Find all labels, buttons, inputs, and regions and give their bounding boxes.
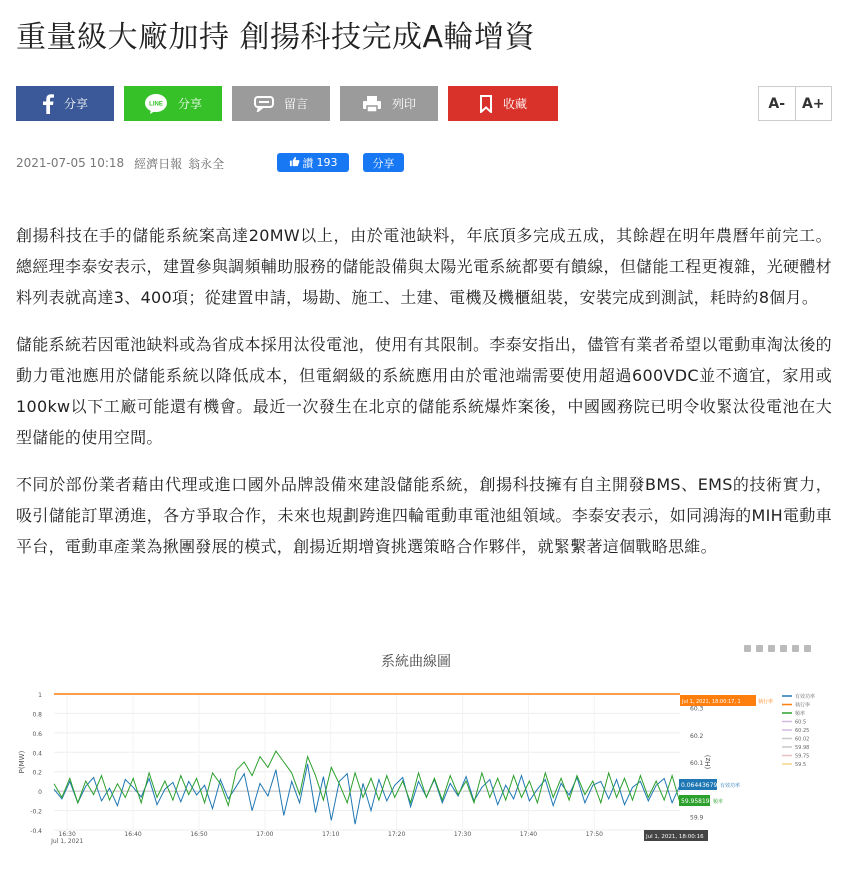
article-paragraph: 創揚科技在手的儲能系統案高達20MW以上，由於電池缺料，年底頂多完成五成，其餘趕在明年農曆年前完工。總經理李泰安表示，建置參與調頻輔助服務的儲能設備與太陽光電系統都要有饋線，但儲能工程更複雜，光硬體材料列表就高達3、400項；從建置申請，場勘、施工、土建、電機及機櫃組裝，安裝完成到測試，耗時約8個月。 — [16, 226, 832, 307]
camera-icon — [744, 645, 751, 652]
zoom-out-icon — [792, 645, 799, 652]
home-icon — [804, 645, 811, 652]
print-button[interactable] — [340, 86, 438, 121]
legend-entry: 59.75 — [795, 753, 810, 760]
x-tick-label: 17:30 — [453, 831, 472, 838]
legend-entry: 有效功率 — [795, 694, 816, 700]
legend-entry: 60.5 — [795, 719, 807, 726]
system-curve-chart — [16, 636, 832, 856]
x-tick-label: 17:20 — [388, 831, 406, 838]
hover-rate-value: Jul 1, 2021, 18:00:17, 1 — [682, 699, 741, 705]
facebook-icon — [42, 94, 54, 114]
y2-tick-label: 60.3 — [690, 705, 704, 713]
font-decrease-button[interactable]: A- — [768, 95, 786, 112]
hover-power-name: 有效功率 — [720, 783, 741, 789]
legend-entry: 60.02 — [795, 736, 810, 743]
facebook-share-small-button[interactable]: 分享 — [363, 153, 404, 172]
x-tick-label: 16:40 — [124, 831, 142, 838]
font-size-control — [758, 86, 832, 121]
favorite-label: 收藏 — [502, 97, 527, 111]
line-share-label: 分享 — [177, 97, 202, 111]
x-tick-label: 17:50 — [585, 831, 603, 838]
like-label: 讚 — [302, 156, 314, 170]
hover-rate-name: 執行率 — [758, 699, 774, 705]
line-icon — [144, 93, 168, 115]
facebook-share-button[interactable] — [16, 86, 114, 121]
publish-date: 2021-07-05 10:18 — [16, 156, 125, 170]
comment-label: 留言 — [283, 97, 308, 111]
y2-axis-label: (Hz) — [704, 754, 712, 770]
line-share-button[interactable] — [124, 86, 222, 121]
y2-tick-label: 60.2 — [690, 732, 704, 740]
bookmark-icon — [479, 95, 493, 113]
svg-text:LINE: LINE — [149, 101, 163, 107]
legend-entry: 59.98 — [795, 745, 810, 751]
article-paragraph: 儲能系統若因電池缺料或為省成本採用汰役電池，使用有其限制。李泰安指出，儘管有業者希望以電動車淘汰後的動力電池應用於儲能系統以降低成本，但電網級的系統應用由於電池端需要使用超過600VDC並不適宜，家用或100kw以下工廠可能還有機會。最近一次發生在北京的儲能系統爆炸案後，中國國務院已明令收緊汰役電池在大型儲能的使用空間。 — [16, 335, 832, 447]
hover-time-value: Jul 1, 2021, 18:00:16 — [646, 834, 704, 840]
y2-tick-label: 59.9 — [690, 814, 704, 822]
y-tick-label: 0 — [38, 789, 42, 797]
article-body — [16, 220, 832, 578]
y-tick-label: 0.2 — [32, 769, 42, 777]
favorite-button[interactable] — [448, 86, 558, 121]
chart-svg — [16, 636, 832, 856]
like-count: 193 — [316, 156, 338, 169]
zoom-icon — [756, 645, 763, 652]
y-tick-label: 0.6 — [32, 730, 42, 738]
y-tick-label: -0.4 — [30, 828, 42, 835]
series-line — [54, 764, 680, 824]
author-name: 翁永全 — [188, 156, 225, 171]
article-title: 重量級大廠加持 創揚科技完成A輪增資 — [16, 20, 536, 55]
x-tick-label: 17:40 — [519, 831, 538, 838]
print-label: 列印 — [391, 97, 416, 111]
facebook-share-label: 分享 — [63, 97, 88, 111]
font-increase-button[interactable]: A+ — [795, 87, 832, 120]
printer-icon — [362, 95, 382, 113]
comment-button[interactable] — [232, 86, 330, 121]
y-tick-label: -0.2 — [30, 808, 42, 816]
x-subtitle: Jul 1, 2021 — [51, 838, 84, 845]
hover-freq-name: 頻率 — [713, 799, 724, 805]
pan-icon — [768, 645, 775, 652]
y2-tick-label: 60.1 — [690, 760, 704, 767]
legend-entry: 60.25 — [795, 728, 810, 734]
x-tick-label: 17:10 — [322, 831, 340, 838]
hover-freq-value: 59.95819 — [681, 798, 710, 805]
chart-title: 系統曲線圖 — [381, 654, 451, 670]
legend-entry: 執行率 — [795, 702, 811, 709]
article-paragraph: 不同於部份業者藉由代理或進口國外品牌設備來建設儲能系統，創揚科技擁有自主開發BMS、EMS的技術實力，吸引儲能訂單湧進，各方爭取合作，未來也規劃跨進四輪電動車電池組領域。李泰安表示，如同鴻海的MIH電動車平台，電動車產業為揪團發展的模式，創揚近期增資挑選策略合作夥伴，就緊繫著這個戰略思維。 — [16, 475, 832, 556]
legend-entry: 頻率 — [795, 711, 806, 717]
x-tick-label: 17:00 — [256, 831, 274, 838]
facebook-like-button[interactable] — [277, 153, 349, 172]
share-bar — [16, 86, 558, 121]
comment-icon — [254, 96, 274, 112]
legend-entry: 59.5 — [795, 762, 807, 768]
y-tick-label: 1 — [38, 692, 42, 699]
x-tick-label: 16:30 — [58, 831, 76, 838]
y-tick-label: 0.8 — [32, 711, 42, 719]
y-axis-label: P(MW) — [18, 750, 26, 774]
y-tick-label: 0.4 — [32, 750, 42, 758]
news-source: 經濟日報 — [134, 156, 183, 171]
article-meta — [16, 154, 224, 172]
thumbs-up-icon — [289, 156, 300, 170]
hover-power-value: 0.06443679 — [681, 782, 718, 789]
x-tick-label: 16:50 — [190, 831, 208, 838]
zoom-in-icon — [780, 645, 787, 652]
